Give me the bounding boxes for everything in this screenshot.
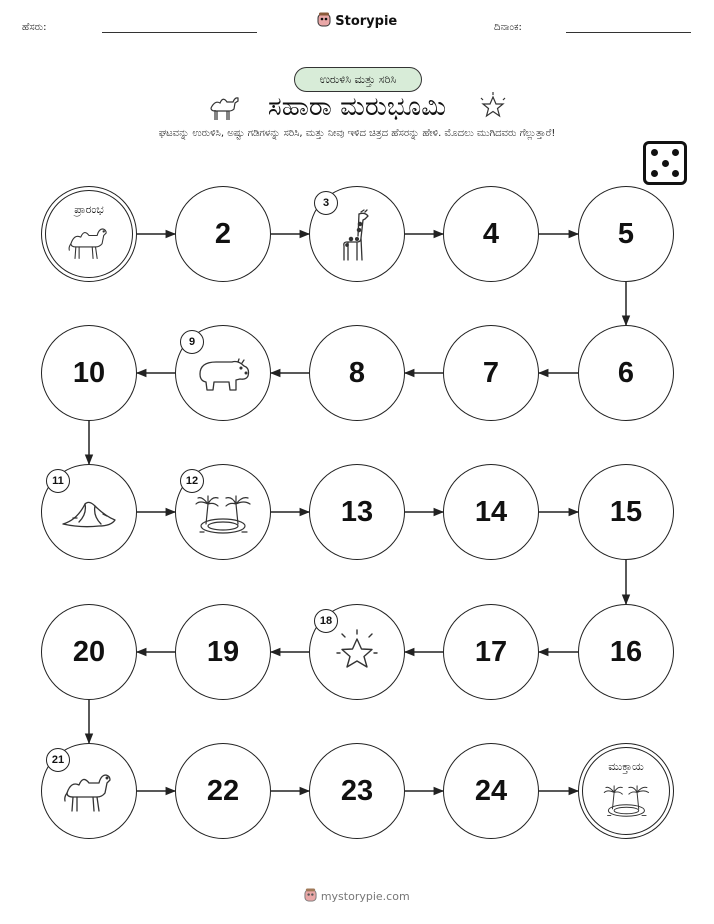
space-number: 22 — [206, 774, 240, 807]
space-2[interactable] — [175, 186, 271, 282]
space-13[interactable] — [309, 464, 405, 560]
space-number: 4 — [482, 217, 500, 250]
space-number: 14 — [474, 495, 508, 528]
brand-name: Storypie — [335, 14, 398, 29]
space-20[interactable] — [41, 604, 137, 700]
space-number: 8 — [348, 356, 366, 389]
space-18[interactable] — [309, 604, 405, 700]
space-start[interactable] — [41, 186, 137, 282]
space-number: 6 — [617, 356, 635, 389]
name-label: ಹೆಸರು: — [22, 22, 47, 33]
space-finish[interactable] — [578, 743, 674, 839]
space-14[interactable] — [443, 464, 539, 560]
space-number: 7 — [482, 356, 500, 389]
space-21[interactable] — [41, 743, 137, 839]
game-type-pill: ಉರುಳಿಸಿ ಮತ್ತು ಸರಿಸಿ — [294, 67, 422, 92]
space-24[interactable] — [443, 743, 539, 839]
space-number: 19 — [206, 635, 240, 668]
instructions: ಘಟವನ್ನು ಉರುಳಿಸಿ, ಅಷ್ಟು ಗಡಿಗಳನ್ನು ಸರಿಸಿ, ಮತ್ತು ನೀವು ಇಳಿದ ಚಿತ್ರದ ಹೆಸರನ್ನು ಹೇಳಿ. ಮೊದಲು ಮುಗಿದವರು ಗೆಲ್ಲುತ್ತಾರೆ! — [158, 128, 556, 139]
space-19[interactable] — [175, 604, 271, 700]
space-5[interactable] — [578, 186, 674, 282]
space-4[interactable] — [443, 186, 539, 282]
space-number: 24 — [474, 774, 508, 807]
space-3[interactable] — [309, 186, 405, 282]
space-number: 10 — [72, 356, 106, 389]
storypie-mascot-icon — [304, 888, 317, 906]
space-6[interactable] — [578, 325, 674, 421]
space-11[interactable] — [41, 464, 137, 560]
space-number-badge: 18 — [314, 609, 338, 633]
start-label: ಪ್ರಾರಂಭ — [74, 203, 104, 216]
space-number-badge: 3 — [314, 191, 338, 215]
space-9[interactable] — [175, 325, 271, 421]
space-7[interactable] — [443, 325, 539, 421]
space-number-badge: 9 — [180, 330, 204, 354]
space-number: 20 — [72, 635, 106, 668]
space-10[interactable] — [41, 325, 137, 421]
date-label: ದಿನಾಂಕ: — [494, 22, 522, 33]
space-23[interactable] — [309, 743, 405, 839]
space-17[interactable] — [443, 604, 539, 700]
page-title: ಸಹಾರಾ ಮರುಭೂಮಿ — [267, 92, 447, 122]
space-number: 23 — [340, 774, 374, 807]
space-number: 15 — [609, 495, 643, 528]
footer-site: mystorypie.com — [320, 890, 410, 903]
space-16[interactable] — [578, 604, 674, 700]
space-22[interactable] — [175, 743, 271, 839]
space-number: 13 — [340, 495, 374, 528]
footer — [0, 888, 714, 906]
space-number: 2 — [214, 217, 232, 250]
space-8[interactable] — [309, 325, 405, 421]
space-number: 5 — [617, 217, 635, 250]
space-number-badge: 21 — [46, 748, 70, 772]
space-number: 17 — [474, 635, 508, 668]
space-12[interactable] — [175, 464, 271, 560]
space-number: 16 — [609, 635, 643, 668]
finish-label: ಮುಕ್ತಾಯ — [608, 760, 644, 773]
space-number-badge: 12 — [180, 469, 204, 493]
space-15[interactable] — [578, 464, 674, 560]
space-number-badge: 11 — [46, 469, 70, 493]
